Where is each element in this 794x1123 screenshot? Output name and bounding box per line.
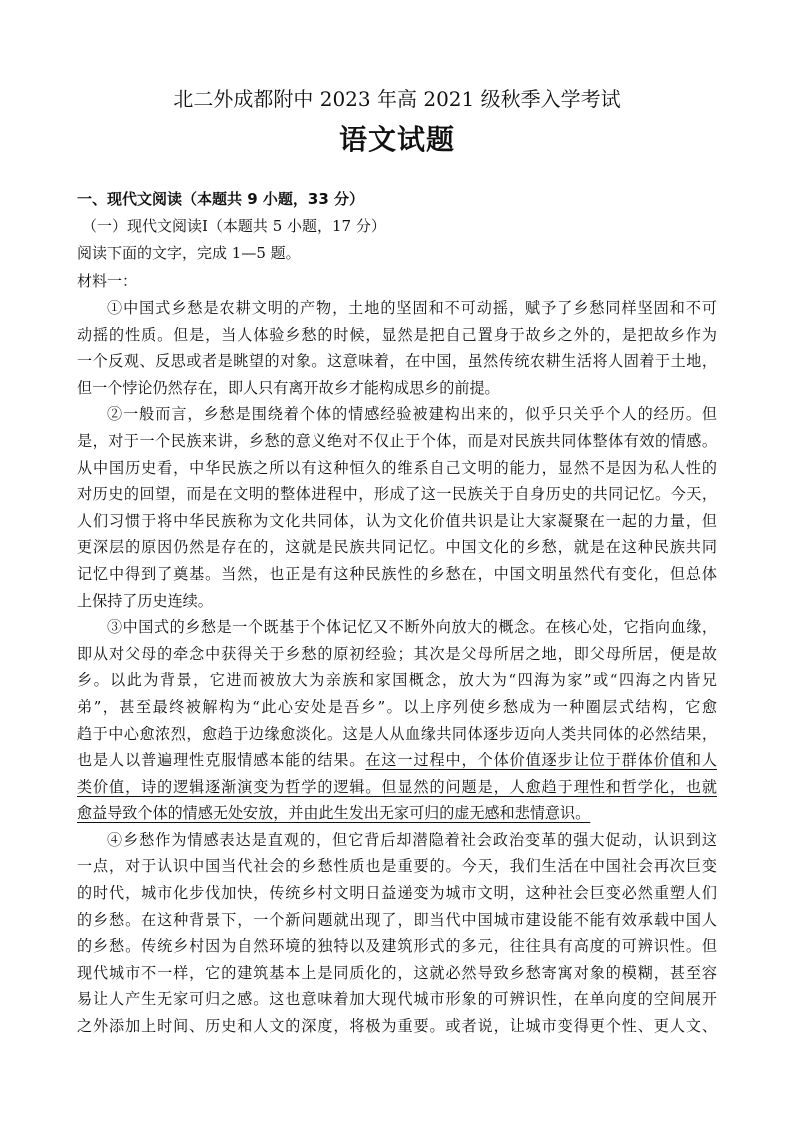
paragraph-4 — [77, 827, 717, 1040]
material-label: 材料一： — [77, 272, 138, 290]
paragraph-1 — [77, 295, 717, 401]
paragraph-line: 的乡愁。传统乡村因为自然环境的独特以及建筑形式的多元，往往具有高度的可辨识性。但 — [77, 937, 717, 956]
paragraph-line: 的乡愁。在这种背景下，一个新问题就出现了，即当代中国城市建设能不能有效承载中国人 — [77, 910, 717, 929]
paragraph-line: 之外添加上时间、历史和人文的深度，将极为重要。或者说，让城市变得更个性、更人文、 — [77, 1017, 717, 1036]
subsection-heading: （一）现代文阅读Ⅰ（本题共 5 小题，17 分） — [82, 217, 386, 235]
section-heading: 一、现代文阅读（本题共 9 小题，33 分） — [77, 190, 364, 208]
paragraph-line: 从中国历史看，中华民族之所以有这种恒久的维系自己文明的能力，显然不是因为私人性的 — [77, 458, 717, 477]
paragraph-2 — [77, 401, 717, 614]
paragraph-line: 但一个悖论仍然存在，即人只有离开故乡才能构成思乡的前提。 — [77, 378, 500, 397]
paragraph-line: 上保持了历史连续。 — [77, 591, 213, 610]
paragraph-line: 乡。以此为背景，它进而被放大为亲族和家国概念，放大为“四海为家”或“四海之内皆兄 — [77, 671, 717, 690]
paragraph-line: ③中国式的乡愁是一个既基于个体记忆又不断外向放大的概念。在核心处，它指向血缘， — [107, 618, 717, 637]
paragraph-line: 动摇的性质。但是，当人体验乡愁的时候，显然是把自己置身于故乡之外的，是把故乡作为 — [77, 325, 717, 344]
subject-title: 语文试题 — [338, 123, 455, 156]
paragraph-line: 弟”，甚至最终被解构为“此心安处是吾乡”。以上序列使乡愁成为一种圈层式结构，它愈 — [77, 697, 717, 716]
passage-body — [77, 295, 717, 1040]
paragraph-line: 对历史的回望，而是在文明的整体进程中，形成了这一民族关于自身历史的共同记忆。今天， — [77, 485, 717, 504]
paragraph-line: 一个反观、反思或者是眺望的对象。这意味着，在中国，虽然传统农耕生活将人固着于土地， — [77, 352, 717, 371]
plain-text: 也是人以普遍理性克服情感本能的结果。 — [77, 751, 366, 770]
paragraph-line — [77, 747, 717, 774]
paragraph-line: 易让人产生无家可归之感。这也意味着加大现代城市形象的可辨识性，在单向度的空间展开 — [77, 990, 717, 1009]
paragraph-line: 是，对于一个民族来讲，乡愁的意义绝对不仅止于个体，而是对民族共同体整体有效的情感。 — [77, 431, 717, 450]
underlined-line: 类价值，诗的逻辑逐渐演变为哲学的逻辑。但显然的问题是，人愈趋于理性和哲学化，也就 — [77, 777, 717, 796]
paragraph-line: 一点，对于认识中国当代社会的乡愁性质也是重要的。今天，我们生活在中国社会再次巨变 — [77, 857, 717, 876]
paragraph-line: ①中国式乡愁是农耕文明的产物，土地的坚固和不可动摇，赋予了乡愁同样坚固和不可 — [107, 299, 717, 317]
paragraph-line: 记忆中得到了奠基。当然，也正是有这种民族性的乡愁在，中国文明虽然代有变化，但总体 — [77, 564, 717, 583]
paragraph-line: 更深层的原因仍然是存在的，这就是民族共同记忆。中国文化的乡愁，就是在这种民族共同 — [77, 538, 717, 557]
underlined-line: 愈益导致个体的情感无处安放，并由此生发出无家可归的虚无感和悲情意识。 — [77, 804, 591, 823]
exam-title: 北二外成都附中 2023 年高 2021 级秋季入学考试 — [173, 87, 621, 111]
paragraph-line: 现代城市不一样，它的建筑基本上是同质化的，这就必然导致乡愁寄寓对象的模糊，甚至容 — [77, 963, 717, 982]
underlined-text: 在这一过程中，个体价值逐步让位于群体价值和人 — [365, 751, 717, 770]
paragraph-3 — [77, 614, 717, 827]
paragraph-line: 人们习惯于将中华民族称为文化共同体，认为文化价值共识是让大家凝聚在一起的力量，但 — [77, 511, 717, 530]
paragraph-line: 的时代，城市化步伐加快，传统乡村文明日益递变为城市文明，这种社会巨变必然重塑人们 — [77, 884, 717, 903]
paragraph-line: ②一般而言，乡愁是围绕着个体的情感经验被建构出来的，似乎只关乎个人的经历。但 — [107, 405, 717, 424]
reading-instruction: 阅读下面的文字，完成 1—5 题。 — [77, 244, 301, 262]
paragraph-line: ④乡愁作为情感表达是直观的，但它背后却潜隐着社会政治变革的强大促动，认识到这 — [107, 830, 717, 849]
paragraph-line: 趋于中心愈浓烈，愈趋于边缘愈淡化。这是人从血缘共同体逐步迈向人类共同体的必然结果， — [77, 724, 717, 743]
paragraph-line: 即从对父母的牵念中获得关于乡愁的原初经验；其次是父母所居之地，即父母所居，便是故 — [77, 644, 717, 663]
